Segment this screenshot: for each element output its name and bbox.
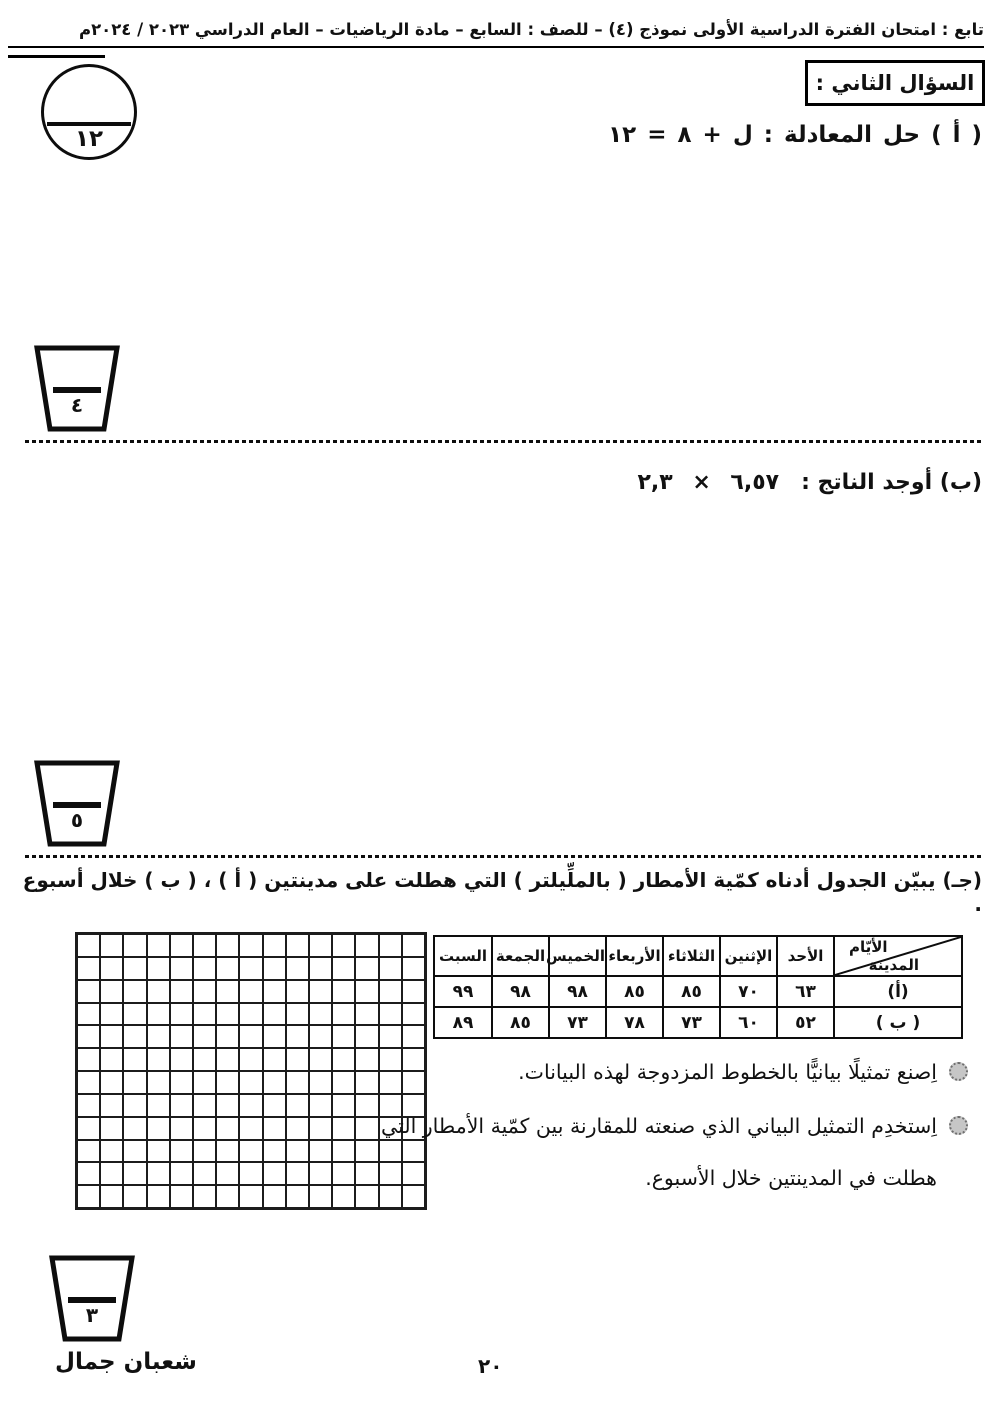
grid-cell (239, 980, 262, 1003)
page-header (8, 20, 984, 48)
grid-cell (170, 980, 193, 1003)
grid-cell (216, 1094, 239, 1117)
grid-cell (123, 1071, 146, 1094)
grid-cell (332, 934, 355, 957)
score-cup-a (33, 345, 121, 433)
grid-cell (355, 1162, 378, 1185)
grid-cell (332, 1140, 355, 1163)
dashed-separator (25, 440, 984, 443)
grid-cell (77, 1094, 100, 1117)
grid-cell (355, 1048, 378, 1071)
grid-cell (263, 1025, 286, 1048)
grid-cell (123, 1162, 146, 1185)
question-c-score: ٣ (85, 1303, 99, 1327)
grid-cell (77, 1003, 100, 1026)
grid-cell (147, 957, 170, 980)
grid-cell (77, 1140, 100, 1163)
grid-cell (147, 1162, 170, 1185)
grid-cell (263, 957, 286, 980)
grid-cell (332, 1117, 355, 1140)
grid-cell (147, 1185, 170, 1208)
grid-cell (216, 1117, 239, 1140)
grid-cell (170, 1048, 193, 1071)
grid-cell (309, 1048, 332, 1071)
rainfall-table (433, 935, 963, 1039)
grid-cell (100, 980, 123, 1003)
grid-cell (100, 1003, 123, 1026)
grid-cell (100, 1117, 123, 1140)
rainfall-value-cell: ٨٥ (663, 976, 720, 1007)
grid-cell (263, 1185, 286, 1208)
corner-city-label: المدينة (868, 956, 919, 974)
grid-cell (100, 1094, 123, 1117)
grid-cell (286, 1162, 309, 1185)
grid-cell (216, 1003, 239, 1026)
grid-cell (239, 1003, 262, 1026)
grid-cell (147, 1071, 170, 1094)
grid-cell (193, 1071, 216, 1094)
grid-cell (77, 980, 100, 1003)
grid-cell (193, 1025, 216, 1048)
grid-cell (193, 1185, 216, 1208)
grid-cell (286, 1003, 309, 1026)
grid-cell (309, 1140, 332, 1163)
grid-cell (309, 1071, 332, 1094)
day-header-cell: الثلاثاء (663, 936, 720, 976)
grid-cell (193, 1117, 216, 1140)
grid-cell (100, 1162, 123, 1185)
grid-cell (193, 1094, 216, 1117)
grid-cell (402, 1025, 425, 1048)
grid-cell (332, 1185, 355, 1208)
grid-cell (402, 1003, 425, 1026)
grid-cell (216, 1025, 239, 1048)
grid-cell (263, 980, 286, 1003)
grid-cell (263, 1162, 286, 1185)
grid-cell (77, 1162, 100, 1185)
teacher-name: شعبان جمال (55, 1349, 197, 1375)
grid-cell (309, 1003, 332, 1026)
grid-cell (100, 1140, 123, 1163)
rainfall-value-cell: ٥٢ (777, 1007, 834, 1038)
cup-icon (33, 345, 121, 433)
grid-cell (100, 1185, 123, 1208)
grid-cell (355, 980, 378, 1003)
grid-cell (379, 1003, 402, 1026)
grid-cell (286, 1048, 309, 1071)
grid-cell (286, 1071, 309, 1094)
grid-cell (402, 980, 425, 1003)
grid-cell (123, 934, 146, 957)
grid-cell (309, 1117, 332, 1140)
grid-cell (77, 1185, 100, 1208)
day-header-cell: الخميس (549, 936, 606, 976)
table-header-row (434, 936, 962, 976)
grid-cell (355, 1025, 378, 1048)
grid-cell (193, 1048, 216, 1071)
grid-cell (100, 934, 123, 957)
bullet-circle-icon (949, 1116, 968, 1135)
grid-cell (123, 1025, 146, 1048)
table-row (434, 976, 962, 1007)
grid-cell (123, 1003, 146, 1026)
grid-cell (402, 934, 425, 957)
grid-cell (286, 1117, 309, 1140)
grid-cell (170, 1140, 193, 1163)
table-row (434, 1007, 962, 1038)
grid-cell (193, 934, 216, 957)
grid-cell (216, 980, 239, 1003)
grid-cell (147, 1140, 170, 1163)
grid-cell (379, 1025, 402, 1048)
grid-cell (147, 1048, 170, 1071)
grid-cell (309, 1094, 332, 1117)
grid-cell (123, 1140, 146, 1163)
grid-cell (263, 934, 286, 957)
grid-cell (170, 957, 193, 980)
grid-cell (309, 1025, 332, 1048)
rainfall-value-cell: ٧٨ (606, 1007, 663, 1038)
grid-cell (263, 1094, 286, 1117)
corner-days-label: الأيّام (849, 938, 888, 956)
grid-cell (309, 1162, 332, 1185)
grid-cell (147, 1094, 170, 1117)
grid-cell (402, 957, 425, 980)
grid-cell (123, 1094, 146, 1117)
grid-cell (355, 1003, 378, 1026)
question-b-label: (ب) أوجد الناتج : (801, 470, 982, 495)
grid-cell (309, 1185, 332, 1208)
grid-cell (332, 1162, 355, 1185)
section-title: السؤال الثاني : (815, 71, 975, 95)
grid-cell (239, 1071, 262, 1094)
day-header-cell: الأربعاء (606, 936, 663, 976)
grid-cell (309, 957, 332, 980)
grid-cell (239, 1185, 262, 1208)
grid-cell (100, 1025, 123, 1048)
grid-cell (332, 1048, 355, 1071)
rainfall-value-cell: ٧٣ (549, 1007, 606, 1038)
grid-cell (170, 1185, 193, 1208)
grid-cell (147, 980, 170, 1003)
rainfall-value-cell: ٩٨ (549, 976, 606, 1007)
grid-cell (332, 980, 355, 1003)
grid-cell (100, 957, 123, 980)
rainfall-value-cell: ٧٣ (663, 1007, 720, 1038)
grid-cell (170, 1071, 193, 1094)
grid-cell (355, 1117, 378, 1140)
grid-cell (263, 1003, 286, 1026)
question-c-intro: (جـ) يبيّن الجدول أدناه كمّية الأمطار ( بالملِّيلتر ) التي هطلت على مدينتين ( أ ) ، ( ب ) خلال أسبوع . (22, 868, 982, 916)
grid-cell (355, 934, 378, 957)
grid-cell (263, 1140, 286, 1163)
grid-cell (193, 1140, 216, 1163)
grid-cell (286, 980, 309, 1003)
total-score-value: ١٢ (74, 126, 104, 152)
grid-cell (332, 1071, 355, 1094)
grid-cell (239, 1117, 262, 1140)
grid-cell (147, 1117, 170, 1140)
grid-cell (379, 957, 402, 980)
grid-cell (216, 934, 239, 957)
score-cup-b (33, 760, 121, 848)
rainfall-value-cell: ٨٥ (606, 976, 663, 1007)
grid-cell (355, 1140, 378, 1163)
city-label-cell: ( ب ) (834, 1007, 962, 1038)
grid-cell (332, 1025, 355, 1048)
grid-cell (286, 1140, 309, 1163)
grid-cell (216, 1185, 239, 1208)
grid-cell (193, 1003, 216, 1026)
question-a-text: ( أ ) حل المعادلة : ل + ٨ = ١٢ (608, 122, 982, 148)
score-cup-c (48, 1255, 136, 1343)
dashed-separator (25, 855, 984, 858)
grid-cell (170, 1094, 193, 1117)
bullet-circle-icon (949, 1062, 968, 1081)
grid-cell (77, 957, 100, 980)
rainfall-value-cell: ٦٣ (777, 976, 834, 1007)
grid-cell (100, 1048, 123, 1071)
day-header-cell: السبت (434, 936, 492, 976)
grid-cell (286, 957, 309, 980)
rainfall-value-cell: ٨٥ (492, 1007, 549, 1038)
grid-cell (170, 1025, 193, 1048)
grid-cell (123, 1048, 146, 1071)
grid-cell (147, 1025, 170, 1048)
grid-cell (332, 1094, 355, 1117)
city-label-cell: (أ) (834, 976, 962, 1007)
header-text: تابع : امتحان الفترة الدراسية الأولى نموذج (٤) – للصف : السابع – مادة الرياضيات – العام الدراسي ٢٠٢٣ / ٢٠٢٤م (78, 20, 984, 39)
grid-cell (355, 1185, 378, 1208)
grid-cell (77, 1048, 100, 1071)
question-b-score: ٥ (70, 808, 84, 832)
grid-cell (263, 1048, 286, 1071)
rainfall-value-cell: ٩٩ (434, 976, 492, 1007)
grid-cell (239, 1162, 262, 1185)
grid-cell (263, 1071, 286, 1094)
grid-cell (239, 1140, 262, 1163)
day-header-cell: الأحد (777, 936, 834, 976)
grid-cell (77, 934, 100, 957)
grid-cell (239, 1025, 262, 1048)
grid-cell (77, 1025, 100, 1048)
grid-cell (147, 1003, 170, 1026)
grid-cell (216, 1140, 239, 1163)
grid-cell (379, 934, 402, 957)
question-b-expression: ٦,٥٧ × ٢,٣ (637, 470, 780, 495)
grid-cell (239, 957, 262, 980)
day-header-cell: الجمعة (492, 936, 549, 976)
rainfall-value-cell: ٧٠ (720, 976, 777, 1007)
cup-icon (33, 760, 121, 848)
grid-cell (309, 980, 332, 1003)
grid-cell (286, 1185, 309, 1208)
grid-cell (263, 1117, 286, 1140)
question-c-bullet-list (378, 1046, 968, 1206)
grid-cell (332, 1003, 355, 1026)
grid-cell (286, 934, 309, 957)
grid-cell (332, 957, 355, 980)
page-number: ٢٠ (478, 1354, 503, 1378)
grid-cell (216, 957, 239, 980)
grid-cell (355, 1094, 378, 1117)
grid-cell (193, 957, 216, 980)
question-b-text (637, 470, 982, 495)
bullet-text: اِستخدِم التمثيل البياني الذي صنعته للمقارنة بين كمّية الأمطار التي هطلت في المدينتين خلال الأسبوع. (381, 1114, 937, 1190)
grid-cell (216, 1071, 239, 1094)
grid-cell (77, 1071, 100, 1094)
grid-cell (193, 980, 216, 1003)
header-underline (8, 55, 105, 58)
grid-cell (216, 1048, 239, 1071)
grid-cell (239, 1094, 262, 1117)
grid-cell (216, 1162, 239, 1185)
grid-cell (123, 957, 146, 980)
grid-cell (123, 980, 146, 1003)
rainfall-value-cell: ٨٩ (434, 1007, 492, 1038)
graph-drawing-grid (75, 932, 427, 1210)
grid-cell (170, 1003, 193, 1026)
grid-cell (123, 1117, 146, 1140)
grid-cell (286, 1094, 309, 1117)
grid-cell (286, 1025, 309, 1048)
grid-cell (193, 1162, 216, 1185)
day-header-cell: الإثنين (720, 936, 777, 976)
grid-cell (355, 1071, 378, 1094)
grid-cell (239, 934, 262, 957)
cup-icon (48, 1255, 136, 1343)
total-score-circle (41, 64, 137, 160)
section-title-box (805, 60, 985, 106)
grid-cell (147, 934, 170, 957)
bullet-text: اِصنع تمثيلًا بيانيًّا بالخطوط المزدوجة لهذه البيانات. (518, 1060, 937, 1084)
grid-cell (170, 934, 193, 957)
question-a-score: ٤ (70, 393, 84, 417)
grid-cell (170, 1162, 193, 1185)
grid-cell (309, 934, 332, 957)
rainfall-value-cell: ٩٨ (492, 976, 549, 1007)
grid-cell (170, 1117, 193, 1140)
bullet-item (378, 1046, 968, 1098)
rainfall-value-cell: ٦٠ (720, 1007, 777, 1038)
bullet-item (378, 1100, 968, 1204)
grid-cell (123, 1185, 146, 1208)
grid-cell (355, 957, 378, 980)
grid-cell (239, 1048, 262, 1071)
grid-cell (77, 1117, 100, 1140)
grid-cell (100, 1071, 123, 1094)
grid-cell (379, 980, 402, 1003)
table-corner-cell (834, 936, 962, 976)
